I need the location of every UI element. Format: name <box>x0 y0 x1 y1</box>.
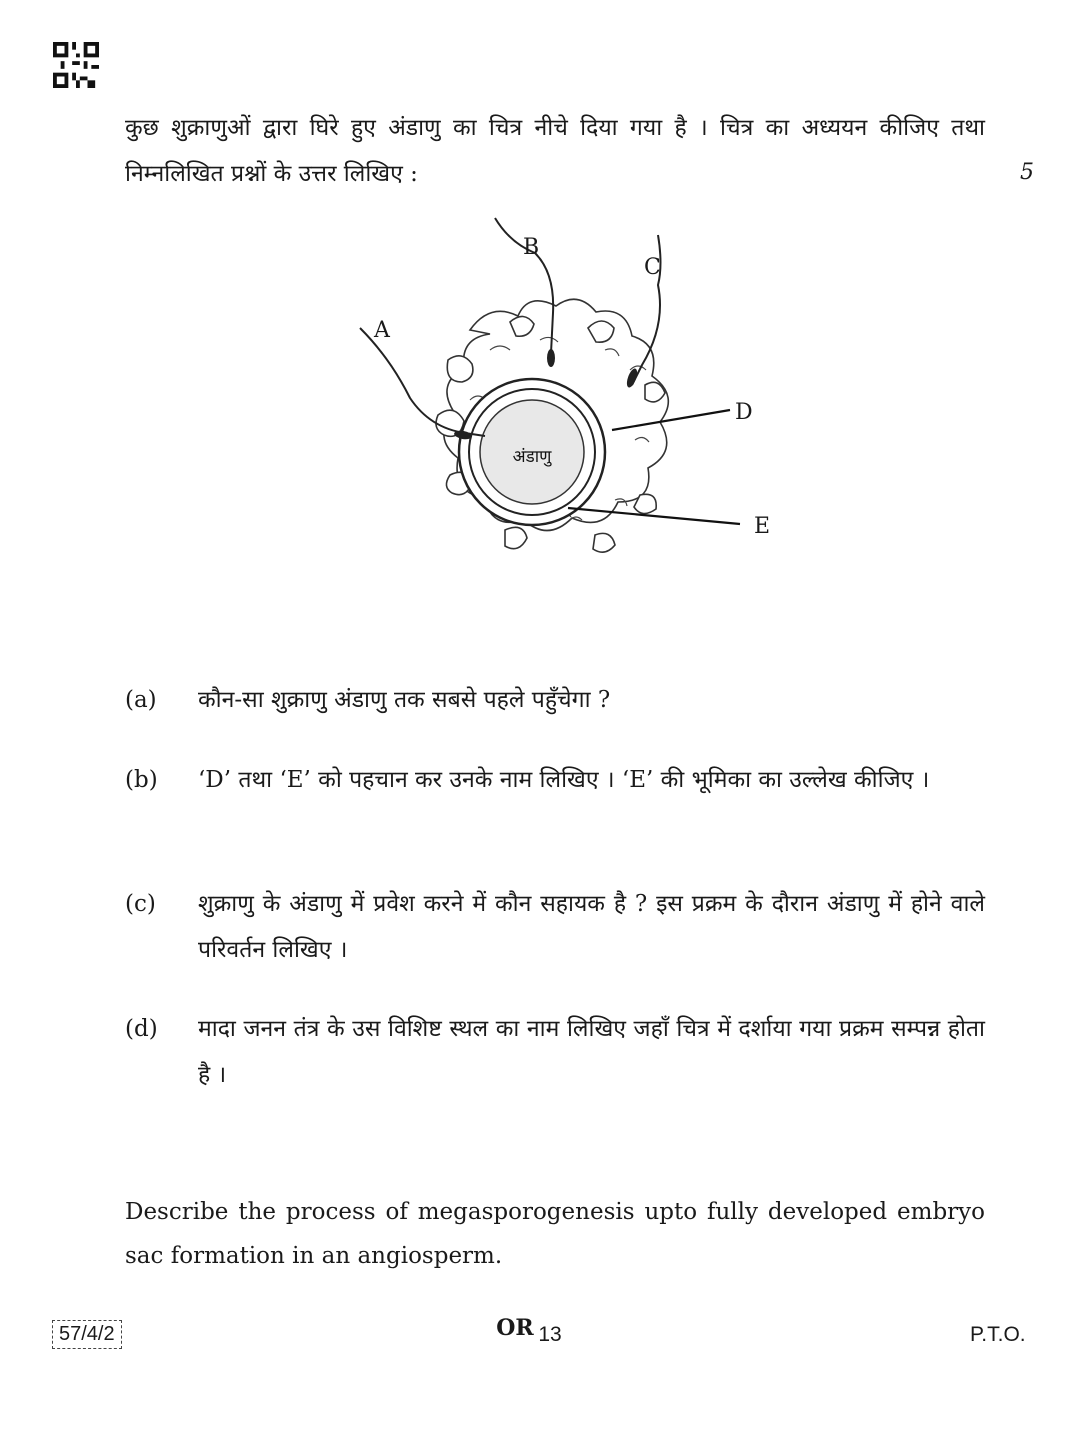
question-label: (a) <box>125 687 157 713</box>
or-separator: OR <box>496 1315 534 1341</box>
question-label: (c) <box>125 891 156 917</box>
paper-code: 57/4/2 <box>52 1320 122 1349</box>
pto-label: P.T.O. <box>970 1323 1026 1346</box>
question-d <box>125 1006 985 1098</box>
question-label: (d) <box>125 1016 158 1042</box>
question-label: (b) <box>125 767 158 793</box>
english-question: Describe the process of megasporogenesis upto fully developed embryo sac formation in an angiosperm. <box>125 1199 985 1269</box>
question-intro: कुछ शुक्राणुओं द्वारा घिरे हुए अंडाणु का चित्र नीचे दिया गया है । चित्र का अध्ययन कीजिए तथा निम्नलिखित प्रश्नों के उत्तर लिखिए : <box>125 115 985 187</box>
qr-code-icon <box>52 42 100 88</box>
question-text: ‘D’ तथा ‘E’ को पहचान कर उनके नाम लिखिए । ‘E’ की भूमिका का उल्लेख कीजिए । <box>198 767 930 793</box>
question-text: शुक्राणु के अंडाणु में प्रवेश करने में कौन सहायक है ? इस प्रक्रम के दौरान अंडाणु में होने वाले परिवर्तन लिखिए । <box>198 891 985 963</box>
ovum-label: अंडाणु <box>512 447 552 467</box>
page-number: 13 <box>538 1323 562 1346</box>
ovum-diagram <box>340 210 790 590</box>
question-a <box>125 677 985 723</box>
question-text: मादा जनन तंत्र के उस विशिष्ट स्थल का नाम लिखिए जहाँ चित्र में दर्शाया गया प्रक्रम सम्पन्न होता है । <box>198 1016 985 1088</box>
question-b <box>125 757 985 803</box>
marks-value: 5 <box>1020 160 1034 185</box>
label-e: E <box>754 514 771 539</box>
label-b: B <box>523 235 540 260</box>
question-c <box>125 881 985 973</box>
label-d: D <box>735 400 753 425</box>
label-a: A <box>374 318 390 343</box>
label-c: C <box>644 255 661 280</box>
question-text: कौन-सा शुक्राणु अंडाणु तक सबसे पहले पहुँचेगा ? <box>198 687 611 713</box>
